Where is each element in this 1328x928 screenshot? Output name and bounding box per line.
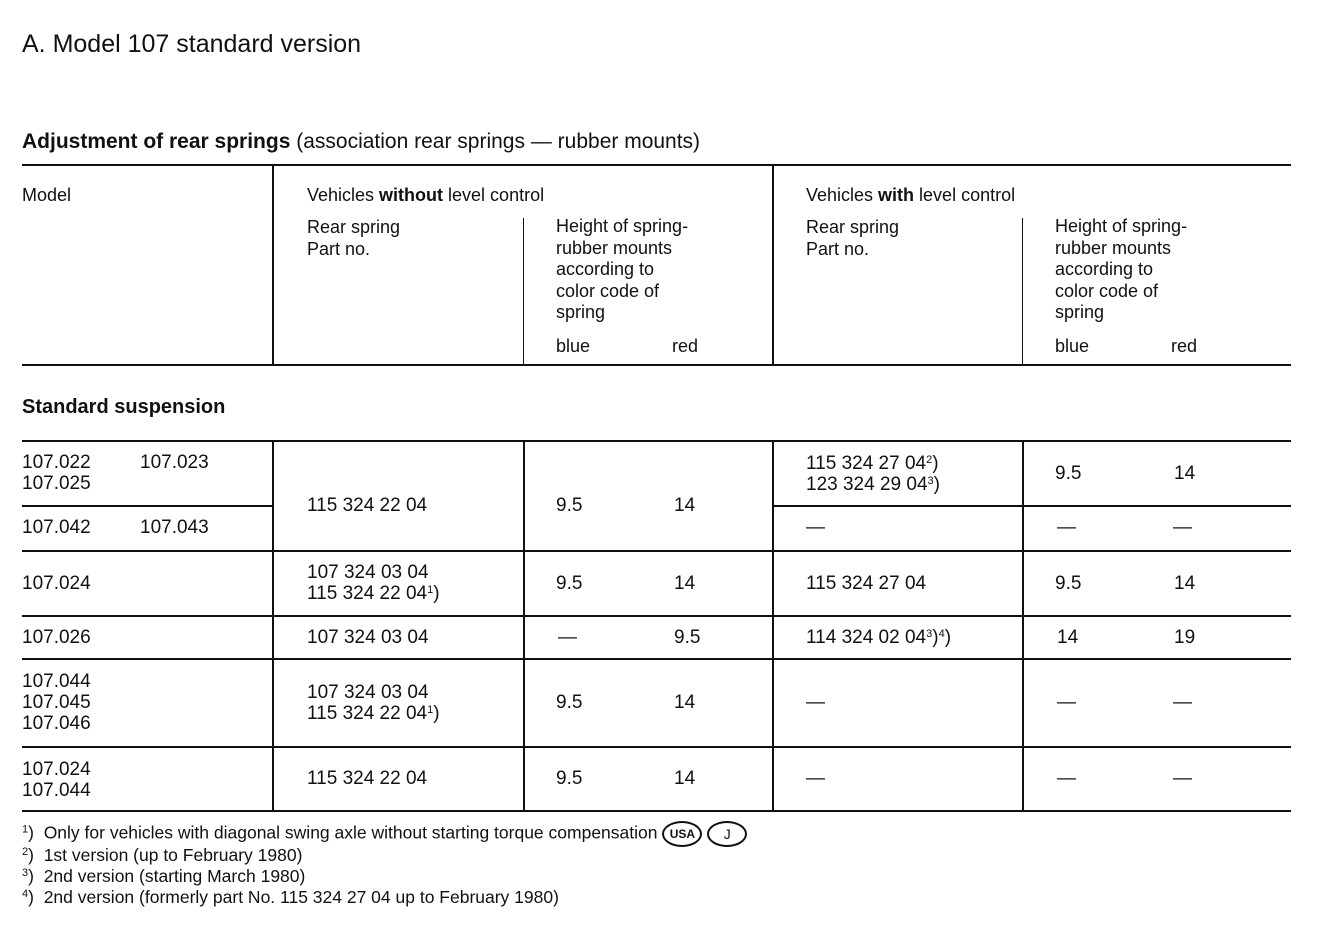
table-caption-bold: Adjustment of rear springs — [22, 130, 291, 153]
footnote-4: $^4$) 2nd version (formerly part No. 115 324 27 04 up to February 1980) — [22, 887, 559, 907]
table-cell: 115 324 22 $04^1$) — [307, 583, 440, 604]
header-red-without: red — [672, 336, 699, 356]
table-cell: — — [1173, 692, 1192, 713]
table-cell: — — [1057, 517, 1076, 538]
footnote-3: $^3$) 2nd version (starting March 1980) — [22, 866, 306, 886]
table-cell: 19 — [1174, 627, 1196, 648]
table-cell: 14 — [674, 692, 696, 713]
table-cell: 9.5 — [556, 495, 583, 516]
header-with-level-control: Vehicles with level control — [806, 185, 1016, 205]
body-divider-2 — [523, 440, 525, 812]
table-cell: 115 324 22 04 — [307, 495, 428, 516]
table-cell: 107.043 — [140, 517, 209, 538]
table-cell: 14 — [674, 573, 696, 594]
section-title: Standard suspension — [22, 396, 226, 418]
table-cell: 107.044 — [22, 780, 91, 801]
table-cell: — — [1057, 768, 1076, 789]
header-bottom-rule — [22, 364, 1291, 366]
header-divider-2 — [772, 164, 774, 366]
row1-with-rule — [772, 505, 1291, 507]
table-cell: 107 324 03 04 — [307, 682, 429, 703]
table-cell: 9.5 — [556, 573, 583, 594]
body-divider-3 — [772, 440, 774, 812]
table-cell: 14 — [674, 768, 696, 789]
header-rear-spring-with: Rear spring Part no. — [806, 217, 900, 259]
table-cell: 9.5 — [556, 692, 583, 713]
page-title: A. Model 107 standard version — [22, 30, 362, 58]
header-without-level-control: Vehicles without level control — [307, 185, 545, 205]
footnote-2: $^2$) 1st version (up to February 1980) — [22, 845, 303, 865]
j-badge-icon: J — [707, 821, 747, 847]
usa-badge-icon: USA — [662, 821, 702, 847]
header-divider-1 — [272, 164, 274, 366]
table-cell: 107.025 — [22, 473, 91, 494]
table-caption — [22, 130, 700, 154]
table-cell: 9.5 — [556, 768, 583, 789]
body-top-rule — [22, 440, 1291, 442]
row1-model-rule — [22, 505, 274, 507]
table-cell: 14 — [1174, 573, 1196, 594]
table-cell: — — [806, 692, 825, 713]
table-cell: 114 324 02 $04^3)^4$) — [806, 627, 952, 648]
header-divider-3 — [523, 218, 524, 366]
table-cell: 14 — [674, 495, 696, 516]
table-cell: 115 324 27 04 — [806, 573, 927, 594]
table-cell: 115 324 22 $04^1$) — [307, 703, 440, 724]
header-blue-with: blue — [1055, 336, 1090, 356]
table-cell: — — [806, 768, 825, 789]
header-height-without: Height of spring- rubber mounts according to color code of spring — [556, 216, 689, 322]
table-cell: 107.022 — [22, 452, 91, 473]
table-cell: 107.026 — [22, 627, 91, 648]
table-cell: 14 — [1174, 463, 1196, 484]
table-cell: 107 324 03 04 — [307, 562, 429, 583]
table-bottom-rule — [22, 810, 1291, 812]
table-cell: 107.024 — [22, 759, 91, 780]
table-cell: — — [1173, 768, 1192, 789]
table-top-rule — [22, 164, 1291, 166]
header-height-with: Height of spring- rubber mounts according to color code of spring — [1055, 216, 1188, 322]
row2-rule — [22, 550, 1291, 552]
table-cell: 107 324 03 04 — [307, 627, 429, 648]
table-cell: — — [1057, 692, 1076, 713]
table-cell: 107.024 — [22, 573, 91, 594]
body-divider-4 — [1022, 440, 1024, 812]
table-cell: 107.023 — [140, 452, 209, 473]
table-cell: 115 324 22 04 — [307, 768, 428, 789]
table-cell: 9.5 — [1055, 463, 1082, 484]
table-cell: 107.042 — [22, 517, 91, 538]
table-cell: — — [1173, 517, 1192, 538]
table-cell: 9.5 — [1055, 573, 1082, 594]
header-red-with: red — [1171, 336, 1198, 356]
table-cell: 107.044 — [22, 671, 91, 692]
body-divider-1 — [272, 440, 274, 812]
table-cell: 9.5 — [674, 627, 701, 648]
row5-rule — [22, 746, 1291, 748]
table-cell: 115 324 27 $04^2$) — [806, 453, 939, 474]
table-cell: 107.045 — [22, 692, 91, 713]
row3-rule — [22, 615, 1291, 617]
table-cell: — — [806, 517, 825, 538]
header-rear-spring-without: Rear spring Part no. — [307, 217, 401, 259]
table-cell: 14 — [1057, 627, 1079, 648]
row4-rule — [22, 658, 1291, 660]
header-model: Model — [22, 185, 72, 205]
header-divider-4 — [1022, 218, 1023, 366]
header-blue-without: blue — [556, 336, 591, 356]
footnote-1: $^1$) Only for vehicles with diagonal swing axle without starting torque compensation USA J — [22, 821, 747, 847]
table-cell: 107.046 — [22, 713, 91, 734]
table-cell: 123 324 29 $04^3$) — [806, 474, 940, 495]
table-caption-rest: (association rear springs — rubber mounts) — [290, 130, 701, 153]
table-cell: — — [558, 627, 577, 648]
